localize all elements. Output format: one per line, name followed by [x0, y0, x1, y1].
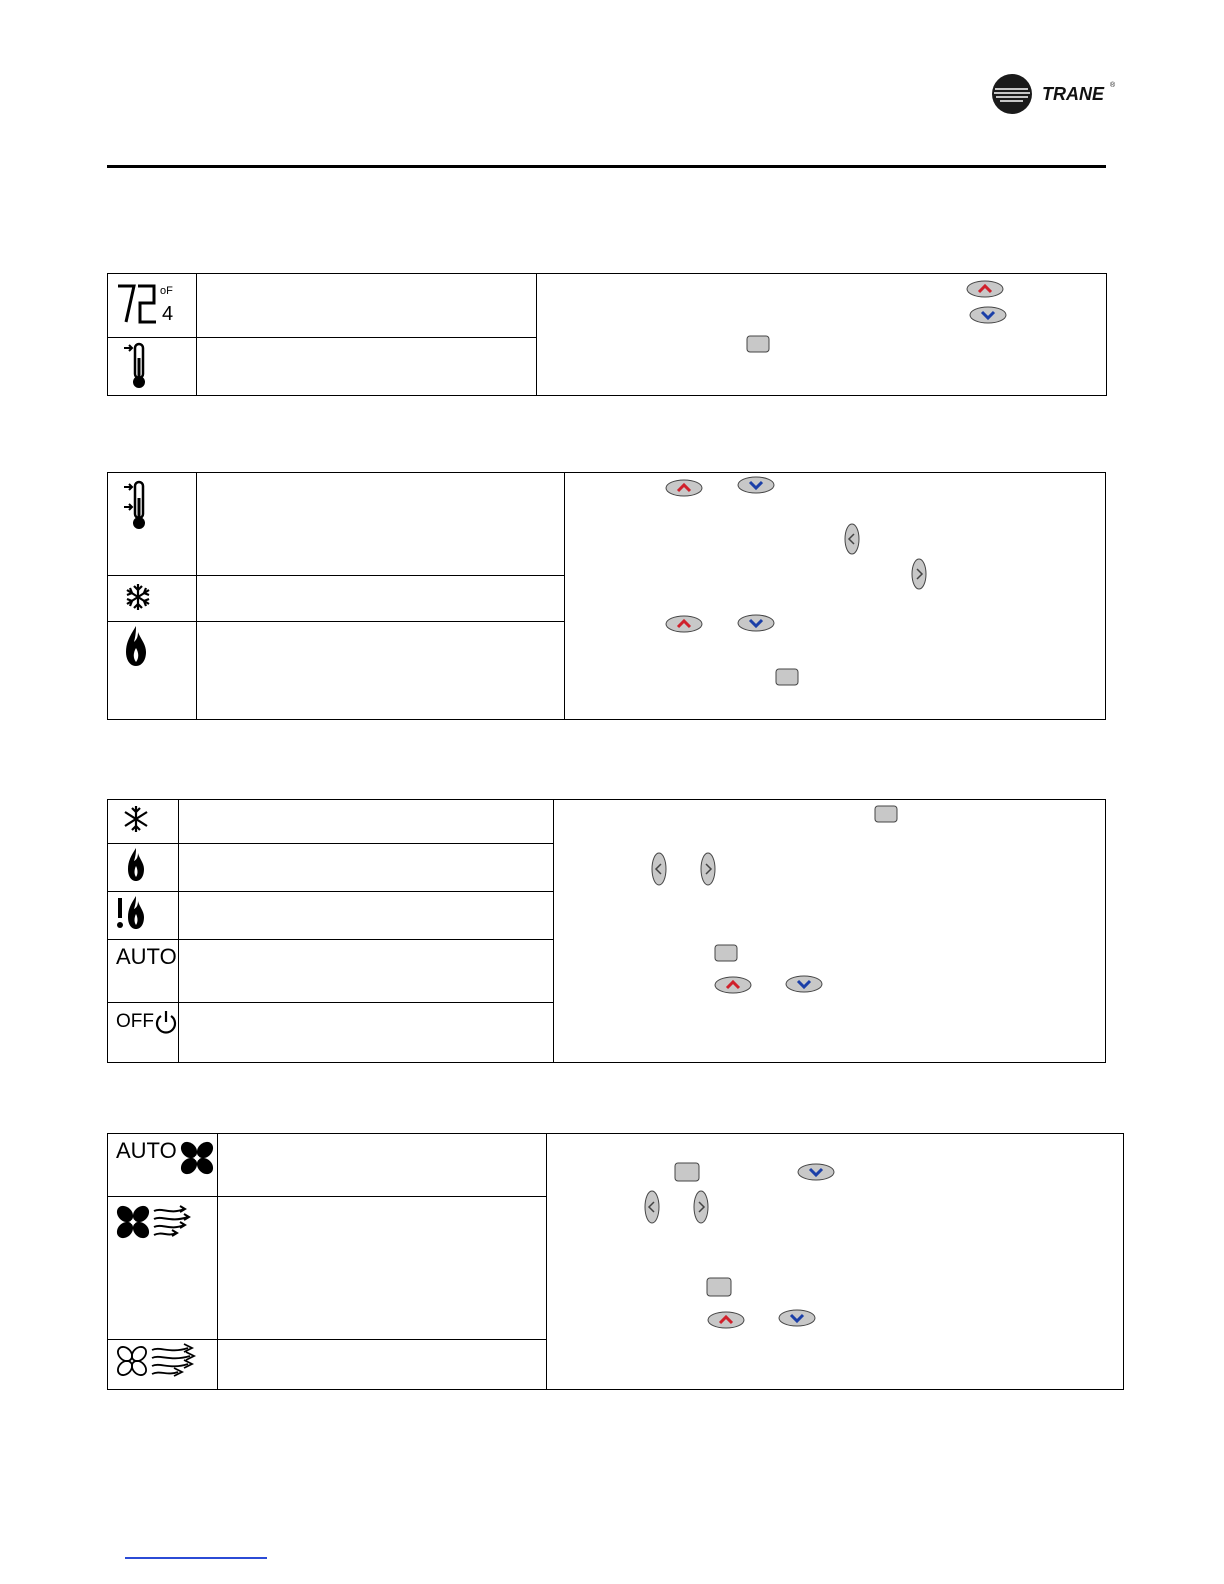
thermometer-setpoint-icon	[108, 473, 197, 576]
svg-text:4: 4	[162, 303, 174, 325]
table2-instructions	[565, 473, 1106, 720]
select-button-icon	[706, 1277, 732, 1297]
table4-desc-3	[218, 1340, 547, 1390]
power-icon	[154, 1009, 178, 1035]
svg-text:®: ®	[1110, 82, 1116, 89]
table2-desc-2	[197, 576, 565, 622]
down-arrow-button-icon	[969, 306, 1007, 324]
fan-mode-table	[107, 1133, 1124, 1390]
select-button-icon	[775, 668, 799, 686]
up-arrow-button-icon	[707, 1311, 745, 1329]
down-arrow-button-icon	[797, 1163, 835, 1181]
table3-desc-2	[179, 844, 554, 892]
up-arrow-button-icon	[665, 479, 703, 497]
select-button-icon	[746, 335, 770, 353]
left-arrow-button-icon	[651, 852, 667, 886]
down-arrow-button-icon	[778, 1309, 816, 1327]
left-arrow-button-icon	[644, 1190, 660, 1224]
svg-text:oF: oF	[160, 285, 173, 297]
down-arrow-button-icon	[785, 975, 823, 993]
table1-desc-2	[197, 338, 537, 396]
table2-desc-3	[197, 622, 565, 720]
table3-desc-4	[179, 940, 554, 1003]
auto-mode-icon: AUTO	[108, 940, 179, 1003]
down-arrow-button-icon	[737, 476, 775, 494]
trane-logo	[990, 72, 1120, 116]
flame-icon	[108, 844, 179, 892]
fan-on-icon	[108, 1197, 218, 1340]
auto-fan-icon: AUTO	[108, 1134, 218, 1197]
down-arrow-button-icon	[737, 614, 775, 632]
up-arrow-button-icon	[714, 976, 752, 994]
fan-icon	[177, 1138, 217, 1178]
fan-circulate-icon	[108, 1340, 218, 1390]
select-button-icon	[674, 1162, 700, 1182]
flame-icon	[108, 622, 197, 720]
select-button-icon	[874, 805, 898, 823]
lcd-temperature-icon	[108, 274, 197, 338]
up-arrow-button-icon	[966, 280, 1004, 298]
right-arrow-button-icon	[693, 1190, 709, 1224]
setpoint-table	[107, 472, 1106, 720]
table3-desc-1	[179, 800, 554, 844]
right-arrow-button-icon	[700, 852, 716, 886]
table2-desc-1	[197, 473, 565, 576]
brand-name: TRANE	[1042, 84, 1104, 104]
snowflake-icon	[108, 800, 179, 844]
table4-desc-2	[218, 1197, 547, 1340]
left-arrow-button-icon	[844, 523, 860, 555]
emergency-heat-icon	[108, 892, 179, 940]
select-button-icon	[714, 944, 738, 962]
thermometer-icon	[108, 338, 197, 396]
table3-desc-3	[179, 892, 554, 940]
table1-instructions	[537, 274, 1107, 396]
right-arrow-button-icon	[911, 558, 927, 590]
table1-desc-1	[197, 274, 537, 338]
table4-desc-1	[218, 1134, 547, 1197]
table4-instructions	[547, 1134, 1124, 1390]
header-rule	[107, 165, 1106, 168]
snowflake-icon	[108, 576, 197, 622]
footer-link-underline[interactable]	[125, 1557, 267, 1559]
system-mode-table	[107, 799, 1106, 1063]
table3-instructions	[554, 800, 1106, 1063]
table3-desc-5	[179, 1003, 554, 1063]
display-table	[107, 273, 1107, 396]
off-power-icon: OFF	[108, 1003, 179, 1063]
up-arrow-button-icon	[665, 615, 703, 633]
